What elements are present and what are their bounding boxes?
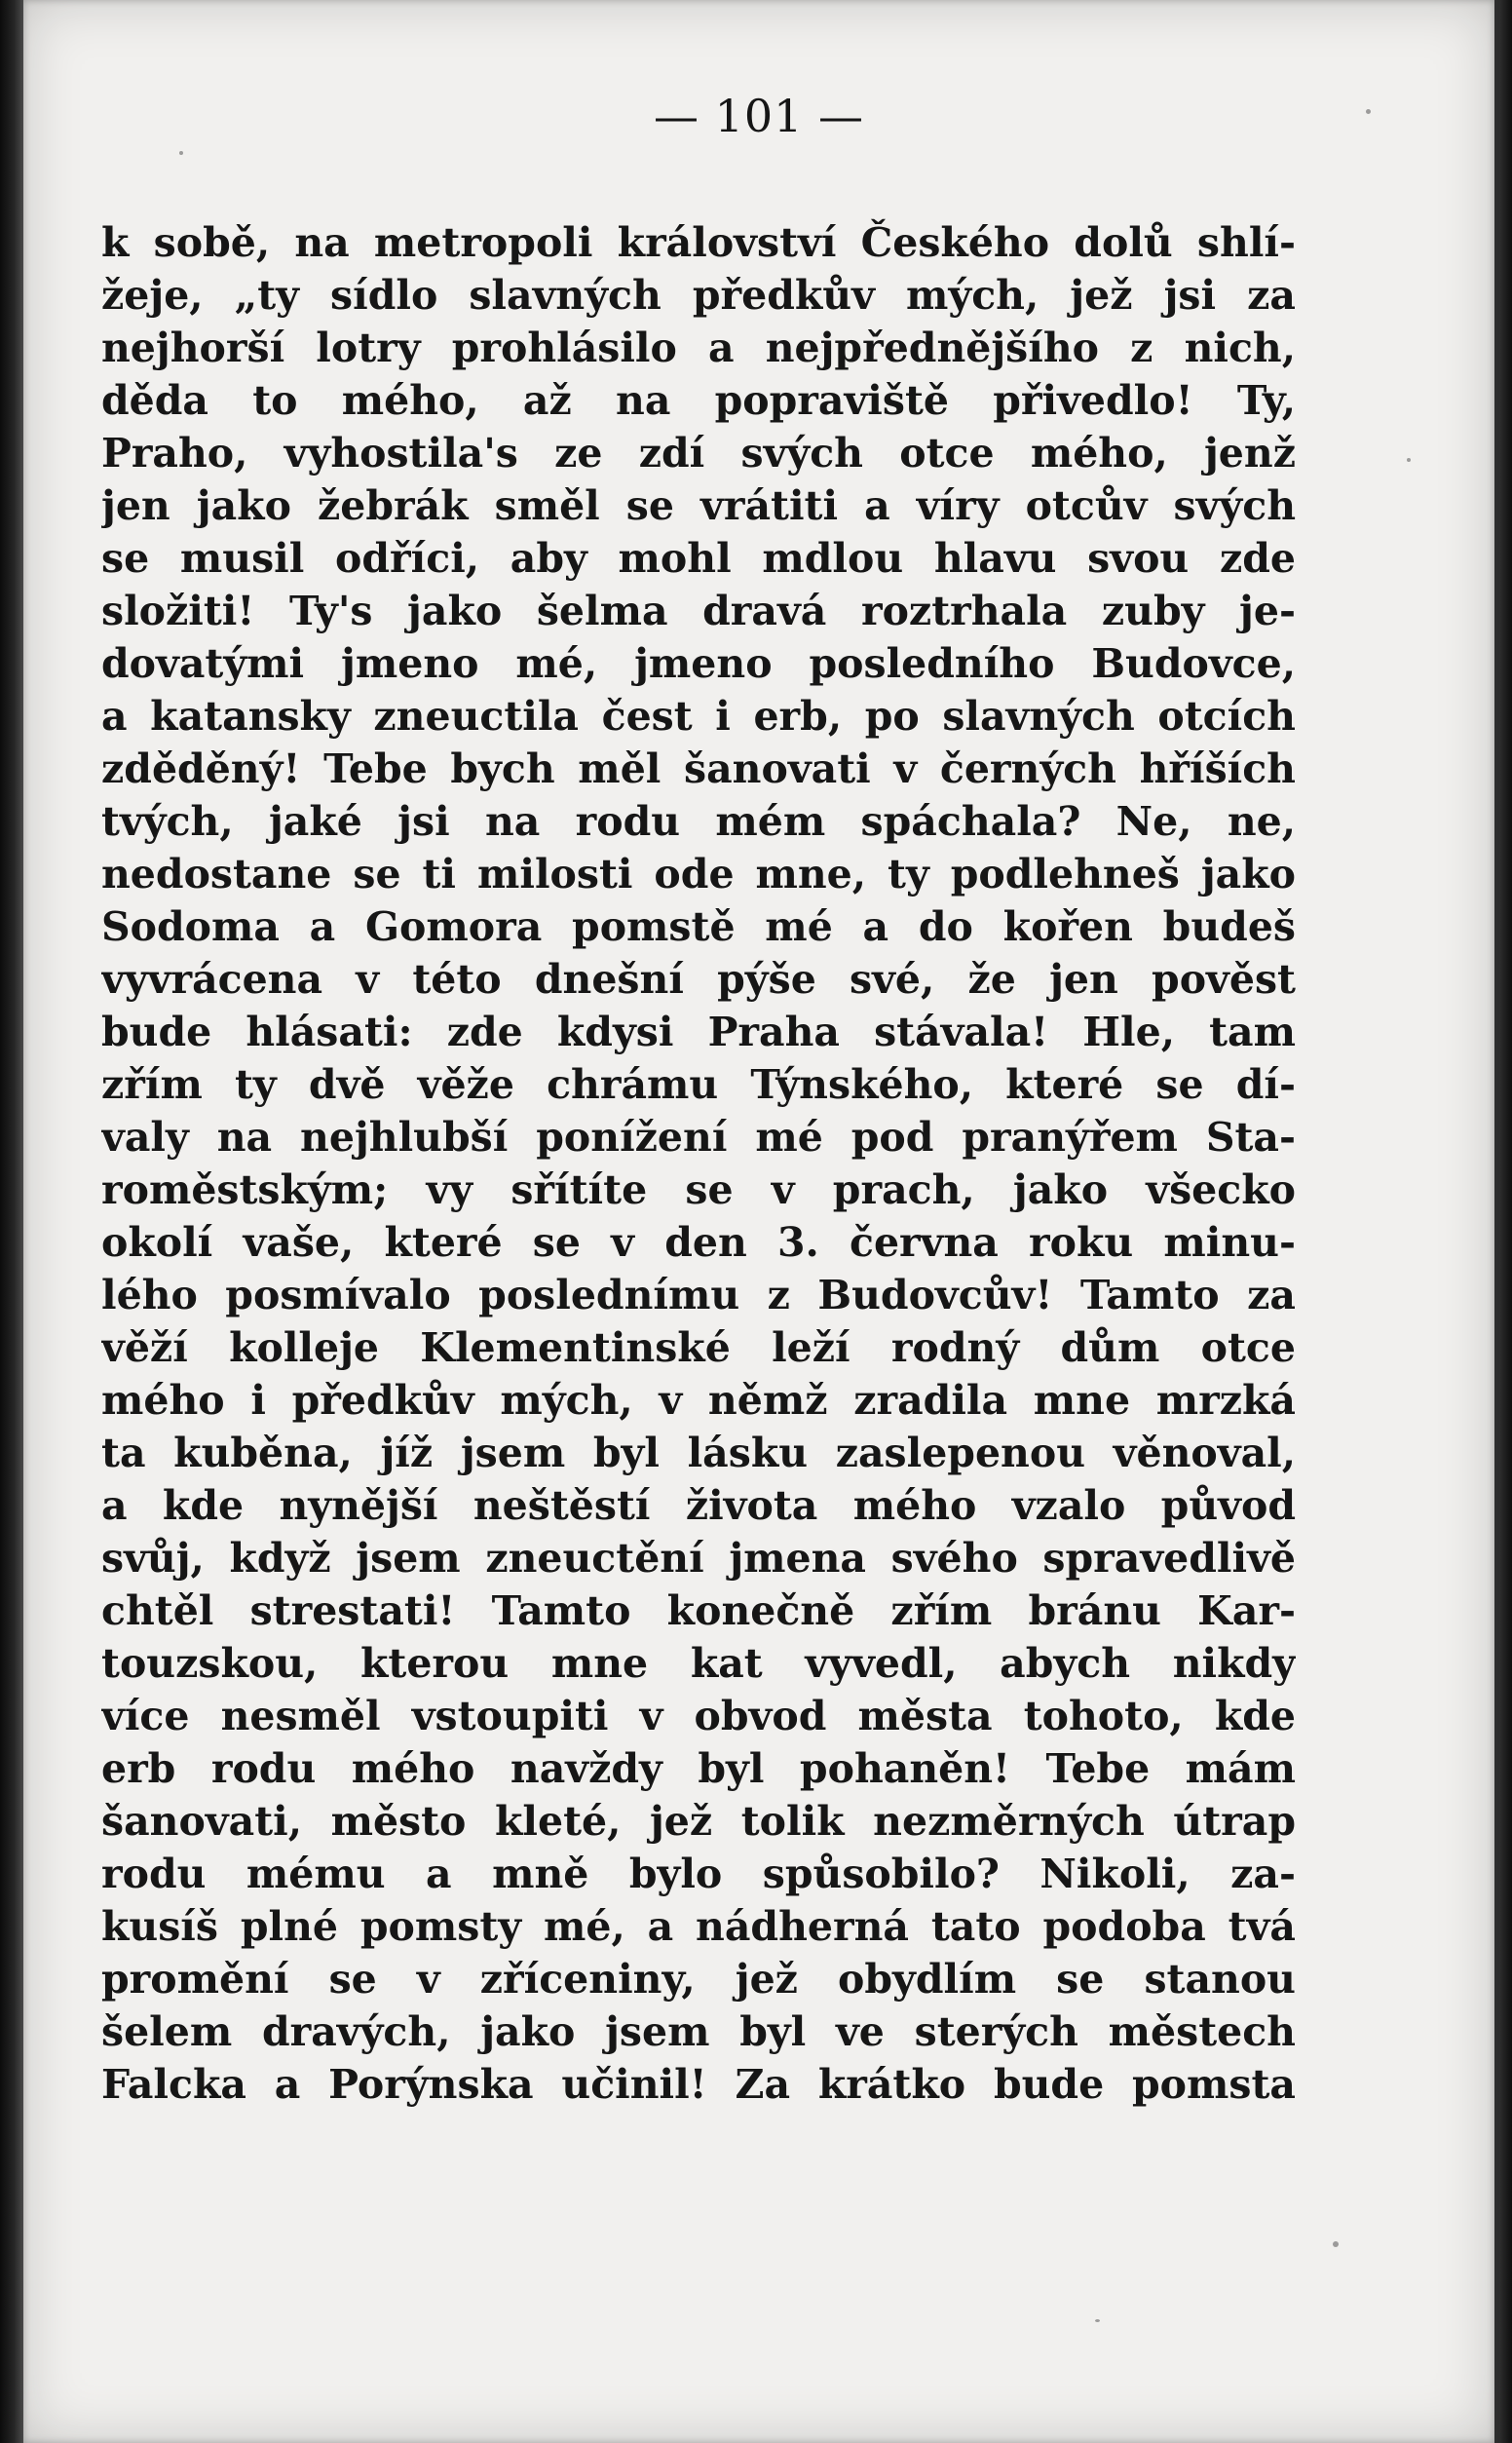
text-line: jen jako žebrák směl se vrátiti a víry otcův svých (101, 482, 1296, 529)
text-line: touzskou, kterou mne kat vyvedl, abych nikdy (101, 1640, 1296, 1687)
text-line: nedostane se ti milosti ode mne, ty podlehneš jako (101, 851, 1296, 897)
text-line: nejhorší lotry prohlásilo a nejpřednějšího z nich, (101, 324, 1296, 371)
text-line: Sodoma a Gomora pomstě mé a do kořen budeš (101, 903, 1296, 950)
paper-speck (1366, 109, 1371, 114)
text-line: kusíš plné pomsty mé, a nádherná tato podoba tvá (101, 1903, 1296, 1950)
text-line: chtěl strestati! Tamto konečně zřím bránu Kar- (101, 1587, 1296, 1634)
text-line: a kde nynější neštěstí života mého vzalo původ (101, 1482, 1296, 1529)
text-line: složiti! Ty's jako šelma dravá roztrhala zuby je- (101, 588, 1296, 634)
text-line: zřím ty dvě věže chrámu Týnského, které se dí- (101, 1061, 1296, 1108)
text-line: šanovati, město kleté, jež tolik nezměrných útrap (101, 1798, 1296, 1845)
page-number-header: — 101 — (653, 90, 865, 142)
text-line: žeje, „ty sídlo slavných předkův mých, jež jsi za (101, 272, 1296, 319)
text-line: promění se v zříceniny, jež obydlím se stanou (101, 1956, 1296, 2003)
text-line: lého posmívalo poslednímu z Budovcův! Tamto za (101, 1272, 1296, 1318)
text-line: svůj, když jsem zneuctění jmena svého spravedlivě (101, 1535, 1296, 1582)
text-line: děda to mého, až na popraviště přivedlo! Ty, (101, 377, 1296, 424)
text-line: roměstským; vy sřítíte se v prach, jako všecko (101, 1166, 1296, 1213)
text-line: valy na nejhlubší ponížení mé pod pranýřem Sta- (101, 1114, 1296, 1161)
text-line: rodu mému a mně bylo spůsobilo? Nikoli, za- (101, 1851, 1296, 1897)
text-line: se musil odříci, aby mohl mdlou hlavu svou zde (101, 535, 1296, 582)
text-line: okolí vaše, které se v den 3. června roku minu- (101, 1219, 1296, 1266)
paper-speck (1407, 458, 1411, 462)
page-edge-shadow (1494, 0, 1512, 2443)
text-line: tvých, jaké jsi na rodu mém spáchala? Ne, ne, (101, 798, 1296, 845)
book-gutter-shadow (0, 0, 23, 2443)
text-line: k sobě, na metropoli království Českého dolů shlí- (101, 219, 1296, 266)
text-line: bude hlásati: zde kdysi Praha stávala! Hle, tam (101, 1009, 1296, 1055)
text-line: mého i předkův mých, v němž zradila mne mrzká (101, 1377, 1296, 1424)
paper-speck (179, 151, 183, 155)
body-text (101, 216, 1296, 2111)
text-line: více nesměl vstoupiti v obvod města tohoto, kde (101, 1693, 1296, 1739)
text-line: věží kolleje Klementinské leží rodný dům otce (101, 1324, 1296, 1371)
text-line: Falcka a Porýnska učinil! Za krátko bude pomsta (101, 2061, 1296, 2108)
paper-speck (1095, 2319, 1100, 2322)
text-line: šelem dravých, jako jsem byl ve sterých městech (101, 2008, 1296, 2055)
text-line: Praho, vyhostila's ze zdí svých otce mého, jenž (101, 430, 1296, 477)
text-line: zděděný! Tebe bych měl šanovati v černých hříších (101, 745, 1296, 792)
text-line: ta kuběna, jíž jsem byl lásku zaslepenou věnoval, (101, 1430, 1296, 1476)
text-line: erb rodu mého navždy byl pohaněn! Tebe mám (101, 1745, 1296, 1792)
paper-speck (1333, 2241, 1339, 2247)
text-line: a katansky zneuctila čest i erb, po slavných otcích (101, 693, 1296, 740)
text-line: vyvrácena v této dnešní pýše své, že jen pověst (101, 956, 1296, 1003)
book-page (23, 0, 1494, 2443)
text-line: dovatými jmeno mé, jmeno posledního Budovce, (101, 640, 1296, 687)
